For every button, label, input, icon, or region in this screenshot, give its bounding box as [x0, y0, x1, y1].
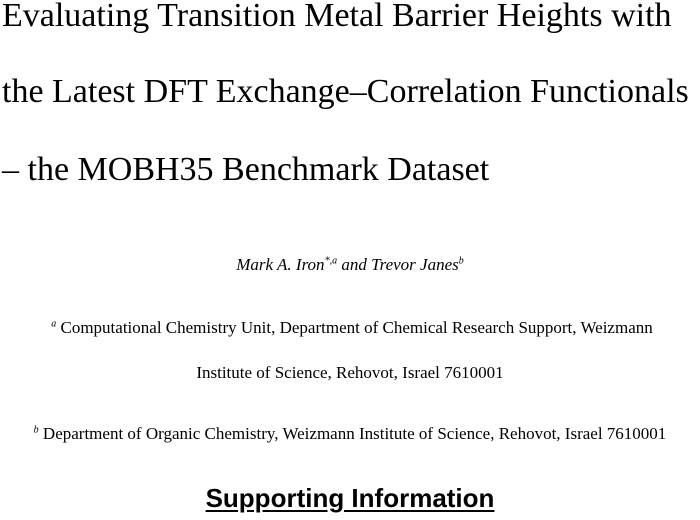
affiliation-b-text: Department of Organic Chemistry, Weizmann Institute of Science, Rehovot, Israel 7610001: [38, 424, 667, 443]
affiliation-b-line: [0, 423, 700, 445]
title-line-2: the Latest DFT Exchange–Correlation Functionals: [2, 73, 689, 110]
author-name-1: Mark A. Iron: [236, 255, 325, 274]
title-line-3: – the MOBH35 Benchmark Dataset: [2, 151, 490, 188]
affiliation-a-line-2: Institute of Science, Rehovot, Israel 7610001: [196, 363, 504, 382]
author-1-affiliation-mark: *,a: [324, 255, 338, 267]
affiliation-a-line-1: [2, 317, 700, 339]
author-name-2: Trevor Janes: [371, 255, 459, 274]
title-line-1: Evaluating Transition Metal Barrier Heights with: [2, 0, 672, 34]
author-connector: and: [337, 255, 372, 274]
affiliation-a-text-1: Computational Chemistry Unit, Department of Chemical Research Support, Weizmann: [56, 318, 653, 337]
author-2-affiliation-mark: b: [458, 255, 464, 267]
supporting-information-heading: Supporting Information: [205, 483, 495, 513]
affiliation-a-mark: a: [51, 318, 57, 330]
affiliation-b-mark: b: [33, 424, 39, 436]
author-list: [0, 254, 700, 276]
